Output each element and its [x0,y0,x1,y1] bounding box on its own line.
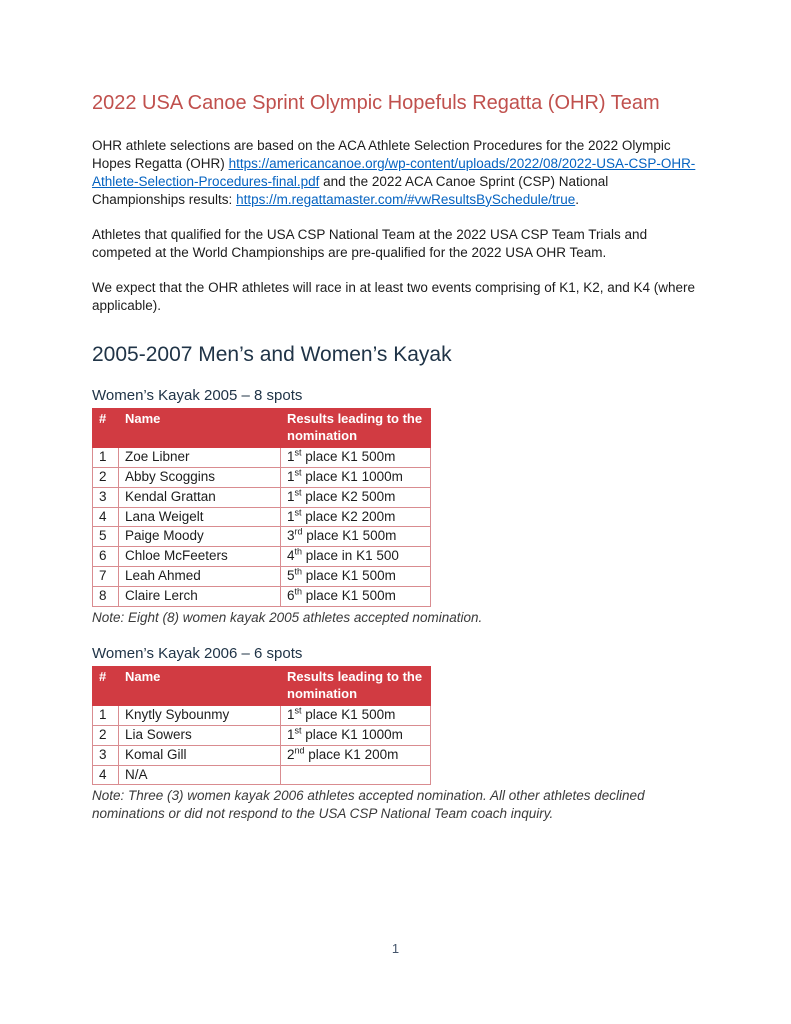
ordinal-superscript: st [294,487,302,498]
cell-rank: 3 [93,487,119,507]
cell-athlete-name: N/A [119,765,281,785]
table-row [93,587,431,607]
table-subheading-2006: Women’s Kayak 2006 – 6 spots [92,644,303,662]
cell-athlete-name: Komal Gill [119,745,281,765]
header-name: Name [119,667,281,706]
ordinal-superscript: nd [294,745,305,756]
cell-rank: 4 [93,507,119,527]
intro-text-2: and the 2022 ACA Canoe Sprint (CSP) National Championships results: [92,173,609,207]
womens-kayak-2006-block [92,644,699,823]
table-row [93,705,431,725]
header-name: Name [119,409,281,448]
regattamaster-results-link[interactable]: https://m.regattamaster.com/#vwResultsBySchedule/true [236,191,576,207]
table-row [93,765,431,785]
prequalified-paragraph: Athletes that qualified for the USA CSP National Team at the 2022 USA CSP Team Trials and competed at the World Championships are pre-qualified for the 2022 USA OHR Team. [92,226,648,260]
cell-athlete-name: Chloe McFeeters [119,547,281,567]
cell-athlete-name: Abby Scoggins [119,467,281,487]
cell-athlete-name: Lia Sowers [119,725,281,745]
cell-rank: 6 [93,547,119,567]
table-row [93,487,431,507]
table-note-2006: Note: Three (3) women kayak 2006 athletes accepted nomination. All other athletes declined nominations or did not respond to the USA CSP National Team coach inquiry. [92,788,645,822]
cell-result: 1st place K2 500m [281,487,431,507]
cell-result: 1st place K1 500m [281,447,431,467]
cell-rank: 1 [93,705,119,725]
table-row [93,745,431,765]
cell-rank: 5 [93,527,119,547]
ordinal-superscript: st [294,705,302,716]
cell-result: 6th place K1 500m [281,587,431,607]
cell-athlete-name: Claire Lerch [119,587,281,607]
cell-result: 5th place K1 500m [281,567,431,587]
section-heading-kayak: 2005-2007 Men’s and Women’s Kayak [92,342,452,366]
table-note-2005: Note: Eight (8) women kayak 2005 athletes accepted nomination. [92,609,483,625]
cell-result: 2nd place K1 200m [281,745,431,765]
cell-rank: 4 [93,765,119,785]
intro-paragraph [92,137,699,209]
cell-rank: 2 [93,467,119,487]
cell-result: 1st place K1 1000m [281,725,431,745]
ordinal-superscript: st [294,507,302,518]
header-rank: # [93,409,119,448]
ordinal-superscript: rd [294,526,303,537]
cell-result: 1st place K2 200m [281,507,431,527]
cell-rank: 2 [93,725,119,745]
ordinal-superscript: th [294,586,303,597]
intro-text-1: OHR athlete selections are based on the ACA Athlete Selection Procedures for the 2022 Olympic Hopes Regatta (OHR) [92,138,671,171]
table-row [93,447,431,467]
header-results: Results leading to the nomination [281,667,431,706]
cell-rank: 7 [93,567,119,587]
cell-rank: 3 [93,745,119,765]
ordinal-superscript: th [294,566,303,577]
cell-athlete-name: Lana Weigelt [119,507,281,527]
table-row [93,467,431,487]
cell-result: 1st place K1 500m [281,705,431,725]
header-results: Results leading to the nomination [281,409,431,448]
table-subheading-2005: Women’s Kayak 2005 – 8 spots [92,386,303,404]
cell-athlete-name: Zoe Libner [119,447,281,467]
table-row [93,725,431,745]
table-row [93,547,431,567]
events-expectation-paragraph: We expect that the OHR athletes will race in at least two events comprising of K1, K2, and K4 (where applicable). [92,279,696,313]
table-row [93,567,431,587]
womens-kayak-2005-block [92,386,699,627]
table-row [93,527,431,547]
womens-kayak-2006-table [92,666,431,785]
cell-result: 1st place K1 1000m [281,467,431,487]
ordinal-superscript: st [294,725,302,736]
cell-result: 4th place in K1 500 [281,547,431,567]
cell-athlete-name: Leah Ahmed [119,567,281,587]
table-header-row [93,409,431,448]
intro-text-3: . [575,191,579,207]
cell-result: 3rd place K1 500m [281,527,431,547]
ordinal-superscript: th [294,546,303,557]
table-row [93,507,431,527]
cell-rank: 8 [93,587,119,607]
page-number: 1 [391,941,400,956]
table-header-row [93,667,431,706]
selection-procedures-link[interactable]: https://americancanoe.org/wp-content/uploads/2022/08/2022-USA-CSP-OHR-Athlete-Selection-Procedures-final.pdf [92,155,696,189]
page-title: 2022 USA Canoe Sprint Olympic Hopefuls Regatta (OHR) Team [92,92,660,114]
cell-athlete-name: Knytly Sybounmy [119,705,281,725]
cell-result [281,765,431,785]
cell-athlete-name: Paige Moody [119,527,281,547]
ordinal-superscript: st [294,447,302,458]
womens-kayak-2005-table [92,408,431,607]
cell-rank: 1 [93,447,119,467]
ordinal-superscript: st [294,467,302,478]
header-rank: # [93,667,119,706]
cell-athlete-name: Kendal Grattan [119,487,281,507]
